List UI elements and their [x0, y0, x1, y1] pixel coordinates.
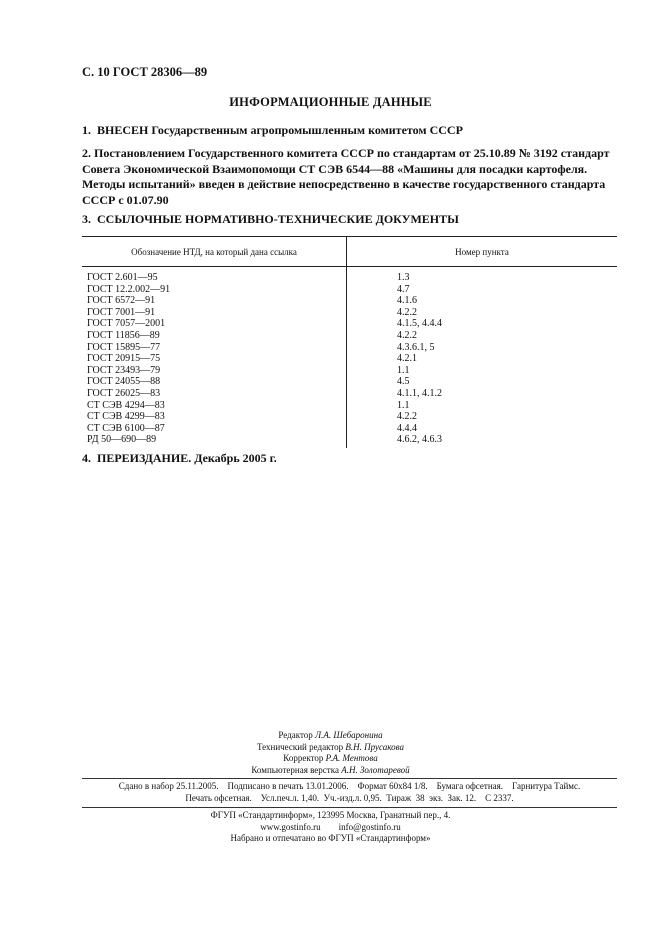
publisher-footer — [0, 810, 661, 845]
credit-role: Корректор — [283, 753, 324, 763]
references-table-body — [82, 267, 617, 448]
section-2-line-2: Совета Экономической Взаимопомощи СТ СЭВ 6544—88 «Машины для посадки картофеля. — [82, 161, 588, 176]
credit-role: Компьютерная верстка — [251, 764, 339, 775]
credit-proofreader — [0, 753, 661, 765]
publication-line-1: Сдано в набор 25.11.2005. Подписано в печать 13.01.2006. Формат 60x84 1/8. Бумага офсетная. Гарнитура Таймс. — [118, 781, 581, 791]
table-row — [82, 434, 617, 448]
table-row — [82, 284, 617, 296]
credits-block — [0, 730, 661, 776]
table-header-row — [82, 237, 617, 267]
clause-cell: 4.3.6.1, 5 — [397, 341, 435, 353]
clause-cell: 1.1 — [397, 399, 410, 411]
table-row — [82, 353, 617, 365]
table-row — [82, 295, 617, 307]
footer-address: ФГУП «Стандартинформ», 123995 Москва, Гранатный пер., 4. — [210, 810, 451, 820]
divider-top — [82, 778, 617, 779]
page-header: С. 10 ГОСТ 28306—89 — [82, 65, 208, 79]
credit-tech-editor — [0, 742, 661, 754]
credit-role: Технический редактор — [256, 741, 344, 752]
document-cell: ГОСТ 26025—83 — [82, 388, 347, 400]
document-cell: ГОСТ 20915—75 — [82, 353, 347, 365]
document-cell: СТ СЭВ 4299—83 — [82, 411, 347, 423]
clause-cell: 4.2.1 — [397, 353, 417, 365]
table-row — [82, 318, 617, 330]
section-2-number: 2. — [82, 146, 91, 160]
clause-cell: 4.1.1, 4.1.2 — [397, 387, 442, 399]
clause-cell: 4.5 — [397, 376, 410, 388]
document-cell: ГОСТ 7057—2001 — [82, 318, 347, 330]
section-4-number: 4. — [82, 451, 91, 465]
section-1-text: ВНЕСЕН Государственным агропромышленным комитетом СССР — [97, 123, 463, 137]
clause-cell: 1.3 — [397, 272, 410, 283]
section-2 — [82, 146, 616, 208]
section-3-text: ССЫЛОЧНЫЕ НОРМАТИВНО-ТЕХНИЧЕСКИЕ ДОКУМЕНТЫ — [97, 212, 459, 226]
document-cell: СТ СЭВ 4294—83 — [82, 400, 347, 412]
table-row — [82, 400, 617, 412]
document-cell: ГОСТ 2.601—95 — [82, 267, 347, 284]
clause-cell: 4.6.2, 4.6.3 — [397, 434, 442, 446]
credit-layout — [0, 765, 661, 777]
credit-name: Л.А. Шебаронина — [315, 730, 383, 740]
clause-cell: 4.2.2 — [397, 306, 417, 318]
table-row — [82, 411, 617, 423]
table-row — [82, 342, 617, 354]
section-2-line-3: Методы испытаний» введен в действие непосредственно в качестве государственного стандарта — [82, 177, 606, 191]
table-row — [82, 330, 617, 342]
document-cell: РД 50—690—89 — [82, 434, 347, 448]
references-table — [82, 236, 617, 448]
section-4 — [82, 450, 617, 466]
section-4-text: ПЕРЕИЗДАНИЕ. Декабрь 2005 г. — [97, 451, 277, 465]
table-row — [82, 307, 617, 319]
clause-cell: 4.7 — [397, 283, 410, 295]
document-cell: ГОСТ 15895—77 — [82, 342, 347, 354]
section-1-number: 1. — [82, 123, 91, 137]
divider-bottom — [82, 807, 617, 808]
column-header-clause: Номер пункта — [347, 237, 618, 267]
credit-name: А.Н. Золотаревой — [341, 764, 410, 775]
section-3-number: 3. — [82, 212, 91, 226]
page-title: ИНФОРМАЦИОННЫЕ ДАННЫЕ — [229, 95, 432, 109]
table-row — [82, 267, 617, 284]
credit-editor — [0, 730, 661, 742]
document-cell: ГОСТ 24055—88 — [82, 376, 347, 388]
credit-role: Редактор — [278, 730, 313, 740]
section-1 — [82, 122, 617, 138]
document-cell: СТ СЭВ 6100—87 — [82, 423, 347, 435]
document-cell: ГОСТ 23493—79 — [82, 365, 347, 377]
clause-cell: 4.2.2 — [397, 329, 417, 341]
footer-web: www.gostinfo.ru info@gostinfo.ru — [260, 821, 401, 832]
section-2-line-4: СССР с 01.07.90 — [82, 192, 169, 207]
document-cell: ГОСТ 6572—91 — [82, 295, 347, 307]
footer-printed: Набрано и отпечатано во ФГУП «Стандартинформ» — [230, 833, 431, 843]
clause-cell: 4.4.4 — [397, 422, 417, 434]
publication-line-2: Печать офсетная. Усл.печ.л. 1,40. Уч.-изд.л. 0,95. Тираж 38 экз. Зак. 12. С 2337. — [185, 793, 514, 803]
document-cell: ГОСТ 7001—91 — [82, 307, 347, 319]
clause-cell: 4.2.2 — [397, 411, 417, 423]
section-2-line-1-text: Постановлением Государственного комитета СССР по стандартам от 25.10.89 № 3192 стандарт — [94, 146, 610, 160]
document-cell: ГОСТ 11856—89 — [82, 330, 347, 342]
table-row — [82, 376, 617, 388]
credit-name: В.Н. Прусакова — [345, 741, 405, 752]
table-row — [82, 388, 617, 400]
document-cell: ГОСТ 12.2.002—91 — [82, 284, 347, 296]
credit-name: Р.А. Ментова — [325, 753, 378, 763]
section-2-line-1 — [82, 146, 616, 162]
clause-cell: 1.1 — [397, 364, 410, 376]
clause-cell: 4.1.6 — [397, 295, 417, 307]
table-row — [82, 365, 617, 377]
column-header-document: Обозначение НТД, на который дана ссылка — [82, 237, 347, 267]
table-row — [82, 423, 617, 435]
section-3 — [82, 211, 617, 227]
clause-cell: 4.1.5, 4.4.4 — [397, 318, 442, 330]
